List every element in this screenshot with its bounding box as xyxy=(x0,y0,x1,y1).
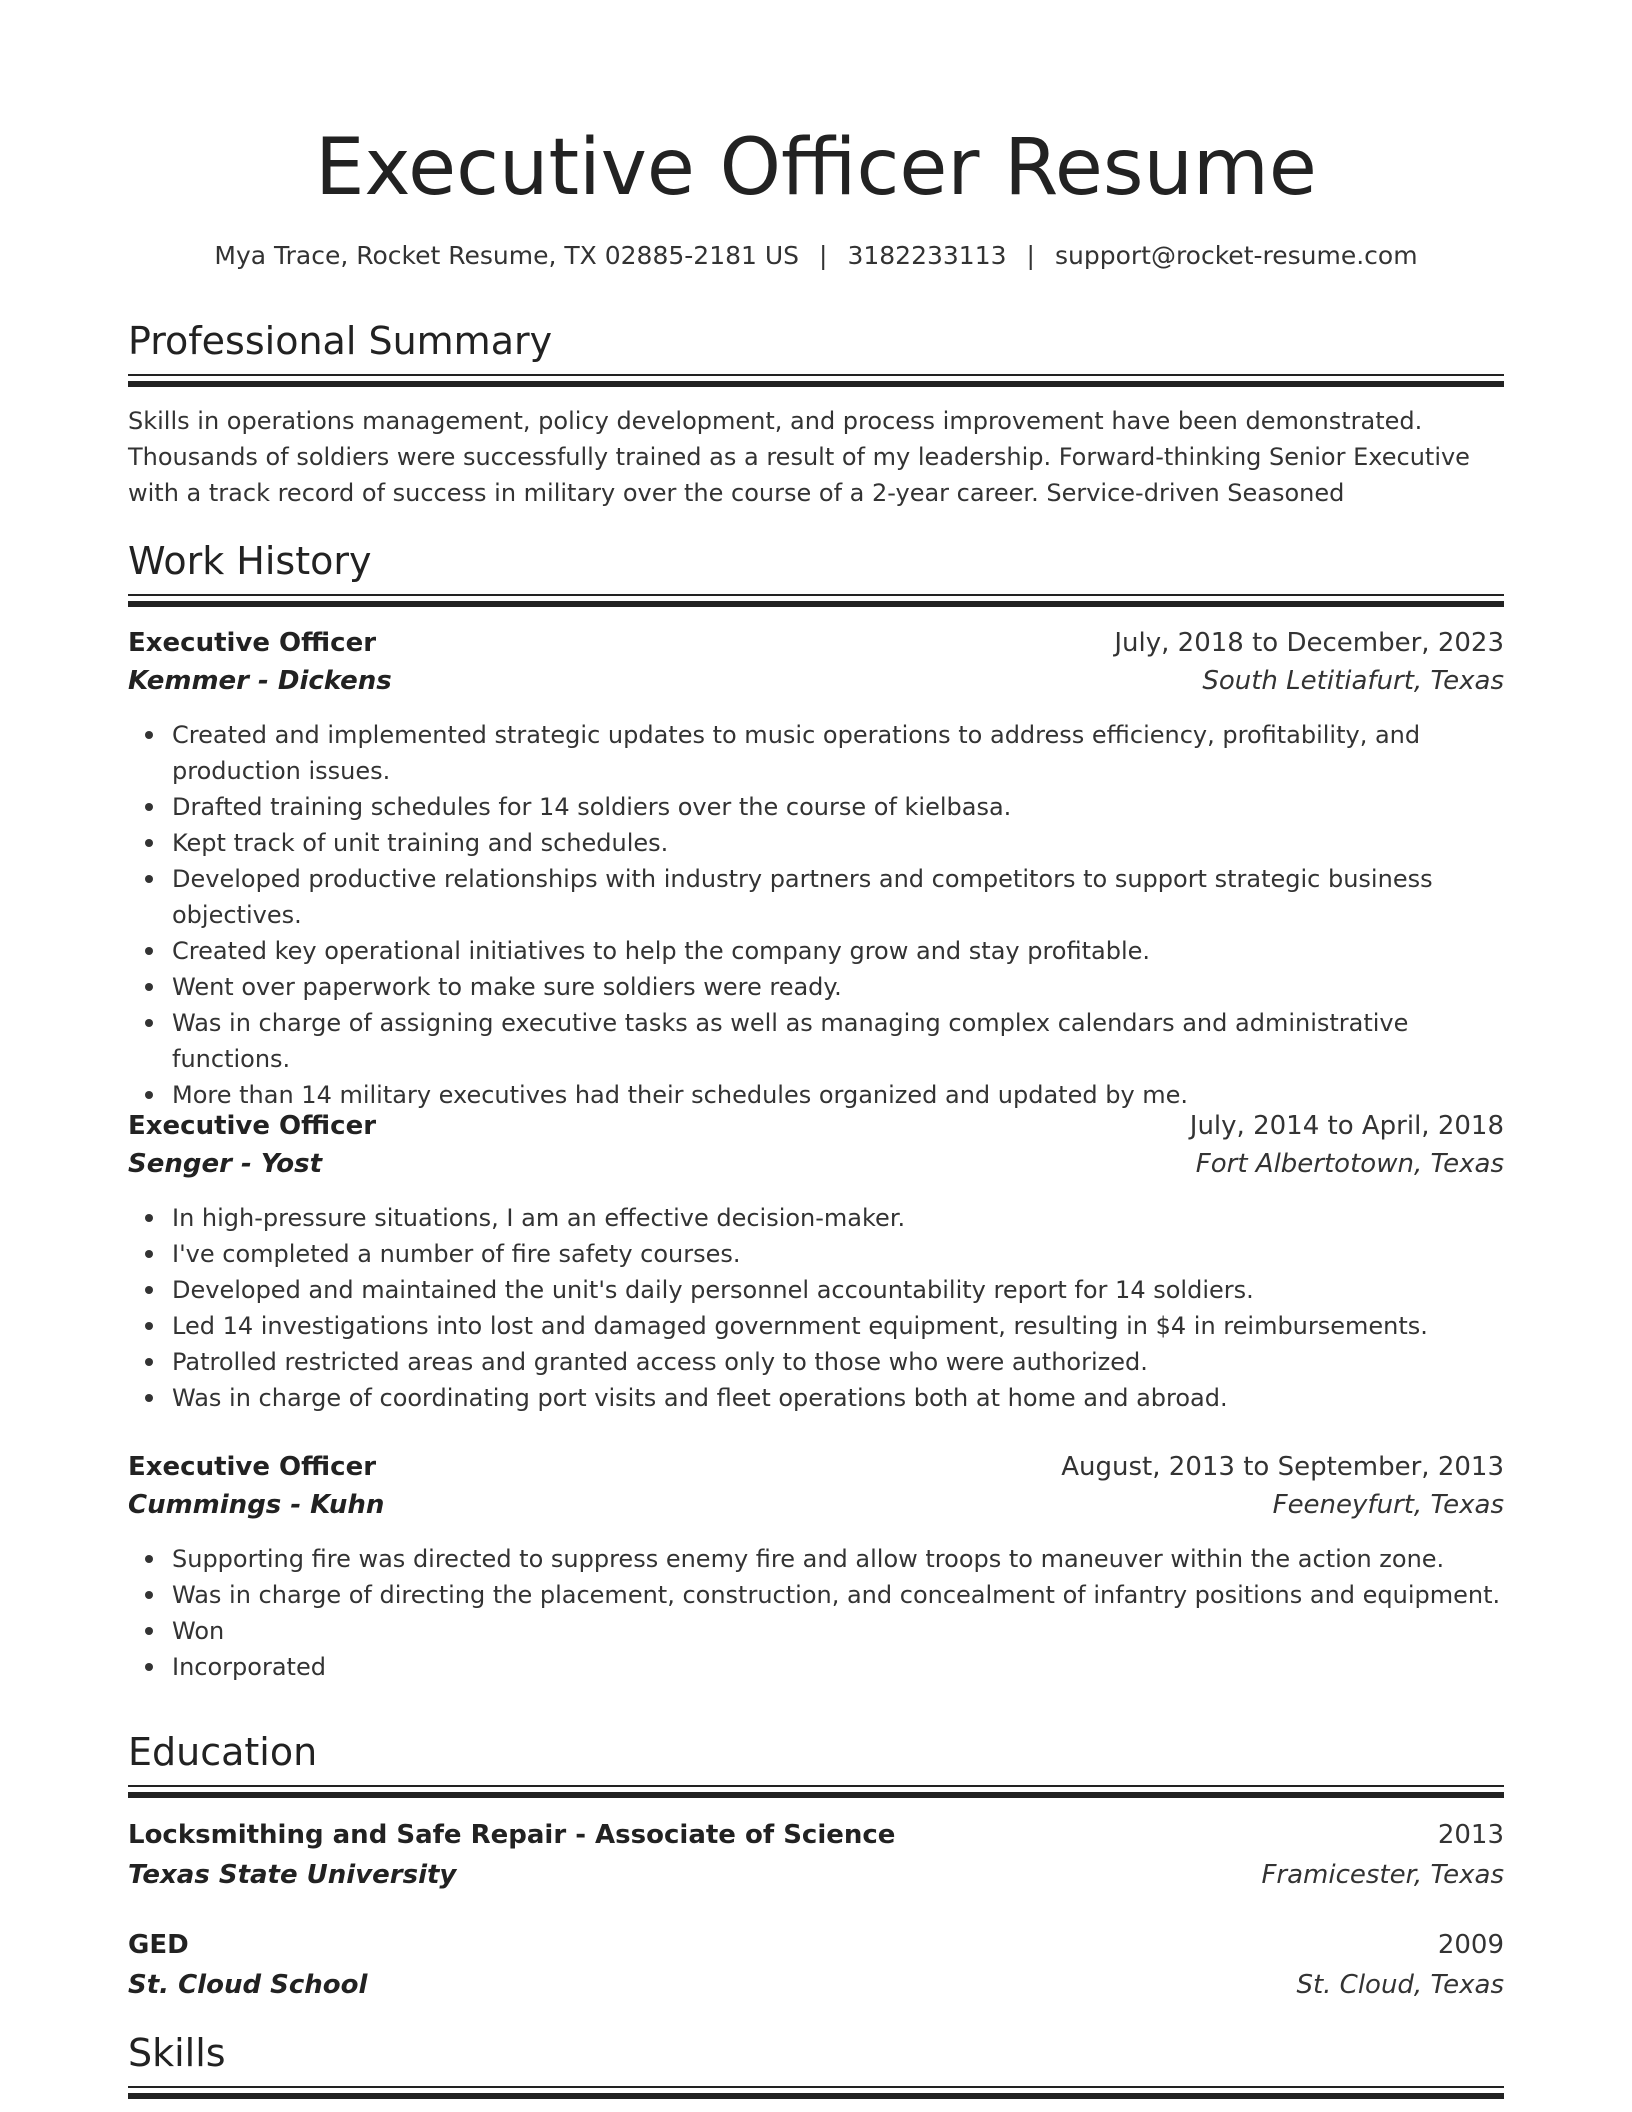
section-divider xyxy=(128,1785,1504,1799)
education-subheader xyxy=(128,1966,1504,2004)
education-year: 2009 xyxy=(1437,1930,1504,1960)
list-item: Developed and maintained the unit's daily personnel accountability report for 14 soldiers. xyxy=(172,1272,1504,1308)
section-title-education: Education xyxy=(128,1730,318,1774)
list-item: Kept track of unit training and schedules. xyxy=(172,825,1504,861)
list-item: Patrolled restricted areas and granted access only to those who were authorized. xyxy=(172,1344,1504,1380)
job-title: Executive Officer xyxy=(128,628,377,658)
contact-address: Mya Trace, Rocket Resume, TX 02885-2181 US xyxy=(214,241,800,270)
job-dates: July, 2018 to December, 2023 xyxy=(1114,628,1504,658)
list-item: Developed productive relationships with industry partners and competitors to support strategic business objectives. xyxy=(172,861,1504,933)
job-company: Senger - Yost xyxy=(128,1149,323,1179)
section-title-summary: Professional Summary xyxy=(128,319,553,363)
job-dates: July, 2014 to April, 2018 xyxy=(1189,1111,1504,1141)
job-title: Executive Officer xyxy=(128,1111,377,1141)
job-subheader xyxy=(128,1145,1504,1183)
list-item: More than 14 military executives had their schedules organized and updated by me. xyxy=(172,1077,1504,1113)
section-divider xyxy=(128,374,1504,388)
list-item: Was in charge of coordinating port visits and fleet operations both at home and abroad. xyxy=(172,1380,1504,1416)
education-degree: Locksmithing and Safe Repair - Associate of Science xyxy=(128,1820,896,1850)
job-subheader xyxy=(128,662,1504,700)
contact-phone: 3182233113 xyxy=(847,241,1007,270)
page-title: Executive Officer Resume xyxy=(315,123,1317,213)
list-item: Incorporated xyxy=(172,1649,1504,1685)
list-item: Created key operational initiatives to help the company grow and stay profitable. xyxy=(172,933,1504,969)
section-divider xyxy=(128,2086,1504,2100)
job-title: Executive Officer xyxy=(128,1452,377,1482)
education-location: St. Cloud, Texas xyxy=(1296,1970,1504,2000)
job-company: Cummings - Kuhn xyxy=(128,1490,385,1520)
education-location: Framicester, Texas xyxy=(1261,1860,1504,1890)
section-title-skills: Skills xyxy=(128,2031,226,2075)
job-company: Kemmer - Dickens xyxy=(128,666,392,696)
education-year: 2013 xyxy=(1437,1820,1504,1850)
summary-text: Skills in operations management, policy development, and process improvement have been demonstrated. Thousands of soldiers were successfully trained as a result of my leadership. Forward-thinking Senior Executive with a track record of success in military over the course of a 2-year career. Service-driven Seasoned xyxy=(128,407,1470,507)
job-header xyxy=(128,1448,1504,1486)
list-item: Created and implemented strategic updates to music operations to address efficiency, profitability, and production issues. xyxy=(172,717,1504,789)
contact-separator: | xyxy=(819,241,828,270)
list-item: In high-pressure situations, I am an effective decision-maker. xyxy=(172,1200,1504,1236)
job-bullet-list xyxy=(128,717,1504,1113)
job-location: South Letitiafurt, Texas xyxy=(1202,666,1504,696)
education-school: Texas State University xyxy=(128,1860,457,1890)
job-dates: August, 2013 to September, 2013 xyxy=(1061,1452,1504,1482)
section-divider xyxy=(128,594,1504,608)
education-header xyxy=(128,1926,1504,1964)
job-bullet-list xyxy=(128,1200,1504,1416)
list-item: Led 14 investigations into lost and damaged government equipment, resulting in $4 in reimbursements. xyxy=(172,1308,1504,1344)
job-subheader xyxy=(128,1486,1504,1524)
job-header xyxy=(128,1107,1504,1145)
list-item: Went over paperwork to make sure soldiers were ready. xyxy=(172,969,1504,1005)
job-location: Fort Albertotown, Texas xyxy=(1195,1149,1504,1179)
list-item: I've completed a number of fire safety courses. xyxy=(172,1236,1504,1272)
contact-email: support@rocket-resume.com xyxy=(1054,241,1418,270)
education-header xyxy=(128,1816,1504,1854)
list-item: Won xyxy=(172,1613,1504,1649)
contact-line xyxy=(128,236,1504,276)
list-item: Was in charge of directing the placement, construction, and concealment of infantry positions and equipment. xyxy=(172,1577,1504,1613)
job-location: Feeneyfurt, Texas xyxy=(1272,1490,1504,1520)
education-subheader xyxy=(128,1856,1504,1894)
education-degree: GED xyxy=(128,1930,189,1960)
contact-separator: | xyxy=(1026,241,1035,270)
list-item: Was in charge of assigning executive tasks as well as managing complex calendars and administrative functions. xyxy=(172,1005,1504,1077)
list-item: Drafted training schedules for 14 soldiers over the course of kielbasa. xyxy=(172,789,1504,825)
job-bullet-list xyxy=(128,1541,1504,1685)
education-school: St. Cloud School xyxy=(128,1970,368,2000)
job-header xyxy=(128,624,1504,662)
list-item: Supporting fire was directed to suppress enemy fire and allow troops to maneuver within the action zone. xyxy=(172,1541,1504,1577)
section-title-work-history: Work History xyxy=(128,539,372,583)
